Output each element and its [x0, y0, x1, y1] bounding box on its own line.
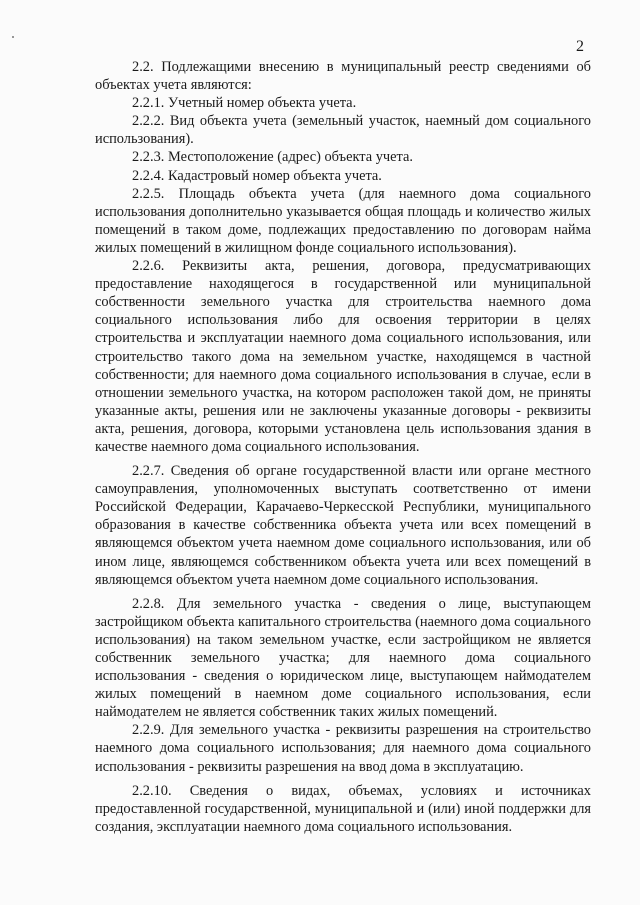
page-number: 2 — [576, 38, 584, 55]
paragraph-2-2-2: 2.2.2. Вид объекта учета (земельный участок, наемный дом социального использования). — [95, 113, 591, 148]
paragraph-2-2-8: 2.2.8. Для земельного участка - сведения о лице, выступающем застройщиком объекта капитального строительства (наемного дома социального использования) на таком земельном участке, если застройщиком не является собственник земельного участка; для наемного дома социального использования - сведения о юридическом лице, выступающем наймодателем жилых помещений в наемном доме социального использования, если наймодателем не является собственник таких жилых помещений. — [95, 595, 591, 721]
paragraph-2-2-7: 2.2.7. Сведения об органе государственной власти или органе местного самоуправления, уполномоченных выступать соответственно от имени Российской Федерации, Карачаево-Черкесской Республики, муниципального образования в качестве собственника объекта учета или всех помещений в являющемся объектом учета наемном доме социального использования, или об ином лице, являющемся собственником объекта учета или всех помещений в являющемся объектом учета наемном доме социального использования. — [95, 463, 591, 588]
paragraph-2-2-3: 2.2.3. Местоположение (адрес) объекта учета. — [132, 149, 413, 166]
scan-speck — [12, 36, 14, 38]
paragraph-2-2-1: 2.2.1. Учетный номер объекта учета. — [132, 95, 357, 112]
paragraph-2-2-6: 2.2.6. Реквизиты акта, решения, договора, предусматривающих предоставление находящегося в государственной или муниципальной собственности земельного участка для строительства наемного дома социального использования либо для освоения территории в целях строительства и эксплуатации наемного дома социального использования, или строительство такого дома на земельном участке, находящемся в частной собственности; для наемного дома социального использования в случае, если в отношении земельного участка, на котором расположен такой дом, не приняты указанные акты, решения или не заключены указанные договоры - реквизиты акта, решения, договора, которыми установлена цель использования здания в качестве наемного дома социального использования. — [95, 258, 591, 455]
paragraph-2-2-9: 2.2.9. Для земельного участка - реквизиты разрешения на строительство наемного дома социального использования; для наемного дома социального использования - реквизиты разрешения на ввод дома в эксплуатацию. — [95, 722, 591, 775]
paragraph-2-2: 2.2. Подлежащими внесению в муниципальный реестр сведениями об объектах учета являются: — [95, 59, 591, 94]
paragraph-2-2-10: 2.2.10. Сведения о видах, объемах, условиях и источниках предоставленной государственной, муниципальной и (или) иной поддержки для создания, эксплуатации наемного дома социального использования. — [95, 782, 591, 835]
paragraph-2-2-4: 2.2.4. Кадастровый номер объекта учета. — [132, 167, 382, 184]
document-body — [95, 58, 591, 836]
paragraph-2-2-5: 2.2.5. Площадь объекта учета (для наемного дома социального использования дополнительно указывается общая площадь и количество жилых помещений в таком доме, подлежащих предоставлению по договорам найма жилых помещений в жилищном фонде социального использования). — [95, 185, 591, 256]
